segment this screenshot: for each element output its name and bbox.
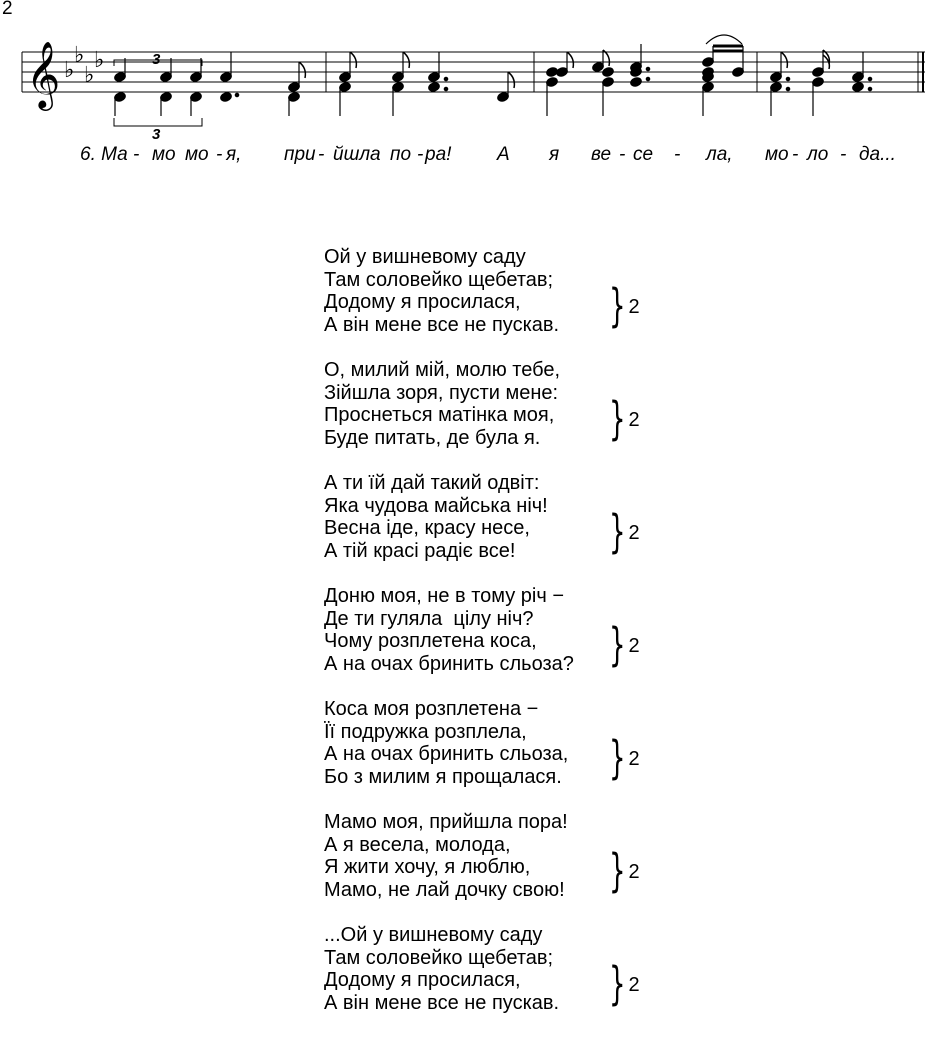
verse-line: Я жити хочу, я люблю,: [324, 856, 531, 878]
svg-text:♭: ♭: [84, 63, 95, 88]
verse-line: ...Ой у вишневому саду: [324, 924, 543, 946]
verse-line: Ой у вишневому саду: [324, 246, 526, 268]
verse-line: Де ти гуляла цілу ніч?: [324, 607, 534, 630]
verse-line: А на очах бринить сльоза?: [324, 652, 574, 675]
syllable: -: [840, 144, 847, 165]
verse-line: Мамо моя, прийшла пора!: [324, 811, 568, 833]
syllable: -: [417, 144, 424, 165]
verse-line: О, милий мій, молю тебе,: [324, 359, 561, 381]
syllable: да...: [859, 144, 896, 165]
verse-line: Весна іде, красу несе,: [324, 517, 530, 539]
brace-icon: }: [609, 958, 626, 1012]
syllable: при: [284, 144, 316, 165]
verse-1: [324, 246, 644, 336]
verse-line: Яка чудова майська ніч!: [324, 494, 548, 517]
verse-line: Коса моя розплетена −: [324, 698, 539, 720]
verse-7: [324, 924, 644, 1014]
verse-3: [324, 472, 644, 562]
verse-line: Додому я просилася,: [324, 969, 521, 991]
syllable: 6. Ма: [80, 144, 128, 165]
brace-icon: }: [609, 732, 626, 786]
brace-icon: }: [609, 393, 626, 447]
verse-line: Бо з милим я прощалася.: [324, 765, 562, 788]
verse-5: [324, 698, 644, 788]
verse-line: Проснеться матінка моя,: [324, 404, 555, 426]
verse-line: А він мене все не пускав.: [324, 313, 560, 336]
syllable: я: [549, 144, 560, 165]
verse-2: [324, 359, 644, 449]
brace-icon: }: [609, 845, 626, 899]
syllable: -: [792, 144, 799, 165]
brace-icon: }: [609, 619, 626, 673]
syllable: ра!: [425, 144, 452, 165]
syllable: йшла: [333, 144, 381, 165]
verse-line: А я весела, молода,: [324, 833, 511, 856]
repeat-count: 2: [628, 860, 640, 883]
verse-line: Додому я просилася,: [324, 291, 521, 313]
verse-line: Її подружка розплела,: [324, 720, 527, 743]
measure-4: [769, 50, 871, 116]
verse-line: А на очах бринить сльоза,: [324, 743, 569, 765]
repeat-mark: [609, 619, 640, 673]
verse-line: А ти їй дай такий одвіт:: [324, 472, 540, 494]
verse-line: Мамо, не лай дочку свою!: [324, 878, 565, 901]
repeat-mark: [609, 506, 640, 560]
verse-line: А тій красі радіє все!: [324, 539, 516, 562]
repeat-count: 2: [628, 973, 640, 996]
tuplet-number-bottom: 3: [152, 126, 161, 140]
svg-text:♭: ♭: [64, 58, 75, 83]
measure-1: [113, 51, 305, 140]
brace-icon: }: [609, 506, 626, 560]
repeat-count: 2: [628, 521, 640, 544]
verse-line: Там соловейко щебетав;: [324, 268, 554, 291]
music-score: [0, 0, 927, 140]
syllable: А: [497, 144, 510, 165]
syllable: ла,: [706, 144, 733, 165]
verse-4: [324, 585, 644, 675]
repeat-mark: [609, 958, 640, 1012]
repeat-mark: [609, 732, 640, 786]
repeat-count: 2: [628, 295, 640, 318]
syllable: по: [390, 144, 412, 165]
syllable: я,: [226, 144, 242, 165]
page-number: 2: [2, 0, 13, 19]
repeat-count: 2: [628, 408, 640, 431]
syllable: -: [133, 144, 140, 165]
syllable: -: [216, 144, 223, 165]
repeat-mark: [609, 393, 640, 447]
verse-line: А він мене все не пускав.: [324, 991, 560, 1014]
triplet-bracket-bottom: [114, 118, 202, 126]
syllable: -: [674, 144, 681, 165]
syllable: -: [619, 144, 626, 165]
syllable: ло: [807, 144, 829, 165]
syllable: мо: [152, 144, 176, 165]
verse-line: Зійшла зоря, пусти мене:: [324, 381, 559, 404]
svg-text:♭: ♭: [74, 43, 85, 68]
verses: [324, 246, 644, 1037]
syllable: мо: [765, 144, 789, 165]
verse-line: Там соловейко щебетав;: [324, 946, 554, 969]
repeat-mark: [609, 845, 640, 899]
tuplet-number-top: 3: [152, 51, 161, 68]
verse-6: [324, 811, 644, 901]
verse-line: Чому розплетена коса,: [324, 630, 537, 652]
brace-icon: }: [609, 280, 626, 334]
repeat-count: 2: [628, 747, 640, 770]
repeat-mark: [609, 280, 640, 334]
svg-text:♭: ♭: [94, 48, 105, 73]
treble-clef-icon: 𝄞: [26, 40, 61, 108]
measure-3: [545, 35, 744, 116]
syllable: мо: [185, 144, 209, 165]
syllable: се: [633, 144, 654, 165]
verse-line: Доню моя, не в тому річ −: [324, 585, 565, 607]
key-signature-flats-icon: [64, 43, 104, 88]
verse-line: Буде питать, де була я.: [324, 426, 541, 449]
syllable: -: [318, 144, 325, 165]
syllable: ве: [591, 144, 612, 165]
repeat-count: 2: [628, 634, 640, 657]
